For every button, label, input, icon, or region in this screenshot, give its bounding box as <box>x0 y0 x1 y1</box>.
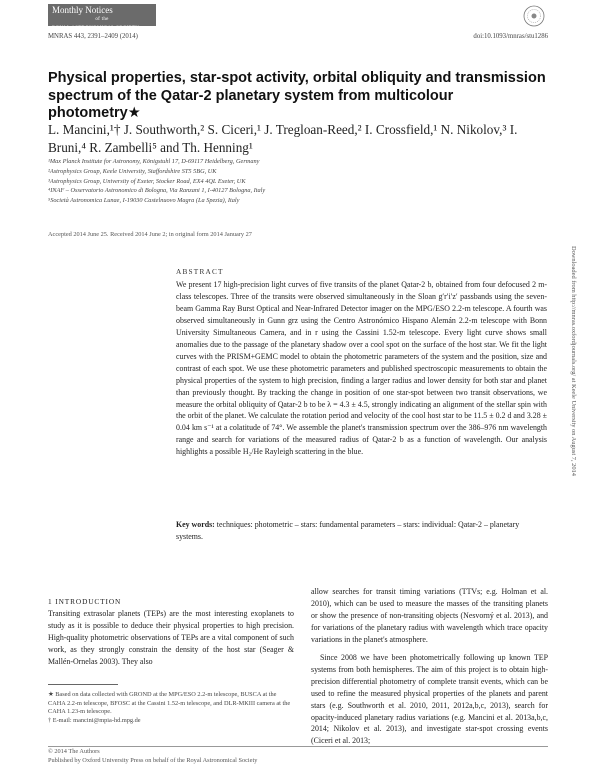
affiliation: ³Astrophysics Group, University of Exeter, Stocker Road, EX4 4QL Exeter, UK <box>48 177 246 185</box>
intro-paragraph: Transiting extrasolar planets (TEPs) are the most interesting exoplanets to study as it is possible to deduce their physical properties to high precision. High-quality photometric observations of TEPs are a vital component of such work, as they strongly constrain the density of the host star (Seager & Mallén-Ornelas 2003). They also <box>48 609 294 666</box>
journal-name-mid: of the <box>95 17 109 22</box>
affiliation: ²Astrophysics Group, Keele University, Staffordshire ST5 5BG, UK <box>48 167 217 175</box>
keywords-text: techniques: photometric – stars: fundamental parameters – stars: individual: Qatar-2 – planetary systems. <box>176 520 520 541</box>
abstract-heading: ABSTRACT <box>176 267 224 276</box>
author-list: L. Mancini,¹† J. Southworth,² S. Ciceri,¹ J. Tregloan-Reed,² I. Crossfield,¹ N. Nikolov,³ I. Bruni,⁴ R. Zambelli⁵ and Th. Henning¹ <box>48 122 518 155</box>
submission-dates: Accepted 2014 June 25. Received 2014 June 2; in original form 2014 January 27 <box>48 231 252 238</box>
intro-paragraph: Since 2008 we have been photometrically following up known TEP systems from both hemispheres. The aim of this project is to obtain high-precision differential photometry of complete transit events, which can be used to refine the measured physical properties of the planets and parent stars (e.g. Southworth et al. 2010, 2011, 2012a,b,c, 2013), search for opacity-induced planetary radius variations (e.g. Mancini et al. 2013a,b,c, 2014; Nikolov et al. 2013), and investigate star-spot crossing events (Ciceri et al. 2013; <box>311 652 548 746</box>
publisher: Published by Oxford University Press on behalf of the Royal Astronomical Society <box>48 757 258 765</box>
journal-logo <box>48 4 156 31</box>
affiliation-list <box>48 157 548 206</box>
footnotes <box>48 691 294 725</box>
journal-name-top: Monthly Notices <box>52 5 113 15</box>
footnote-divider <box>48 684 118 685</box>
section-heading: 1 INTRODUCTION <box>48 597 122 606</box>
abstract-text: We present 17 high-precision light curves of five transits of the planet Qatar-2 b, obtained from four defocused 2 m-class telescopes. Three of the transits were observed simultaneously in the Sloan g′r′i′z′ passbands using the seven-beam Gamma Ray Burst Optical and Near-Infrared Detector imager on the MPG/ESO 2.2-m telescope. A fourth was observed simultaneously in Gunn grz using the Centro Astronómico Hispano Alemán 2.2-m telescope with Bonn University Simultaneous Camera, and in r using the Cassini 1.52-m telescope. Every light curve shows small anomalies due to the passage of the planetary shadow over a cool spot on the surface of the host star. We fit the light curves with the PRISM+GEMC model to obtain the photometric parameters of the system and the position, size and contrast of each spot. We use these photometric parameters and published spectroscopic measurements to obtain the physical properties of the system to high precision, finding a larger radius and lower density for both star and planet than previously thought. By tracking the change in position of one star-spot between two transit observations, we measure the orbital obliquity of Qatar-2 b to be λ = 4.3 ± 4.5, strongly indicating an alignment of the stellar spin with the orbit of the planet. We calculate the rotation period and velocity of the cool host star to be 11.5 ± 0.2 d and 3.28 ± 0.04 km s⁻¹ at a colatitude of 74°. We assemble the planet's transmission spectrum over the 386–976 nm wavelength range and search for variations of the measured radius of Qatar-2 b as a function of wavelength. Our analysis highlights a possible H₂/He Rayleigh scattering in the blue. <box>176 280 547 457</box>
intro-right-column <box>311 586 548 747</box>
footnote[interactable]: † E-mail: mancini@mpia-hd.mpg.de <box>48 716 141 724</box>
society-seal-icon <box>520 4 548 28</box>
download-watermark: Downloaded from http://mnras.oxfordjournals.org/ at Keele University on August 7, 2014 <box>570 246 577 476</box>
journal-name-bottom: ROYAL ASTRONOMICAL SOCIETY <box>52 26 140 31</box>
intro-left-column <box>48 608 294 668</box>
affiliation: ⁴INAF – Osservatorio Astronomico di Bologna, Via Ranzani 1, I-40127 Bologna, Italy <box>48 187 266 195</box>
keywords <box>176 519 547 543</box>
keywords-label: Key words: <box>176 520 215 529</box>
affiliation: ⁵Società Astronomica Lunae, I-19030 Castelnuovo Magra (La Spezia), Italy <box>48 197 240 205</box>
intro-paragraph: allow searches for transit timing variations (TTVs; e.g. Holman et al. 2010), which can be used to measure the masses of the transiting planets or show the presence of non-transiting objects (Nesvorný et al. 2013), and for variations of the planetary radius with wavelength which trace opacity variations in the planet's atmosphere. <box>311 587 548 644</box>
journal-citation: MNRAS 443, 2391–2409 (2014) <box>48 33 138 40</box>
affiliation: ¹Max Planck Institute for Astronomy, Königstuhl 17, D-69117 Heidelberg, Germany <box>48 158 260 165</box>
copyright-block <box>48 747 257 765</box>
copyright: © 2014 The Authors <box>48 748 100 755</box>
journal-doi[interactable]: doi:10.1093/mnras/stu1286 <box>473 33 548 40</box>
paper-title: Physical properties, star-spot activity, orbital obliquity and transmission spectrum of the Qatar-2 planetary system from multicolour photometry★ <box>48 70 546 121</box>
footnote: ★ Based on data collected with GROND at the MPG/ESO 2.2-m telescope, BUSCA at the CAHA 2.2-m telescope, BFOSC at the Cassini 1.52-m telescope, and DLR-MKIII camera at the CAHA 1.23-m telescope. <box>48 691 291 716</box>
